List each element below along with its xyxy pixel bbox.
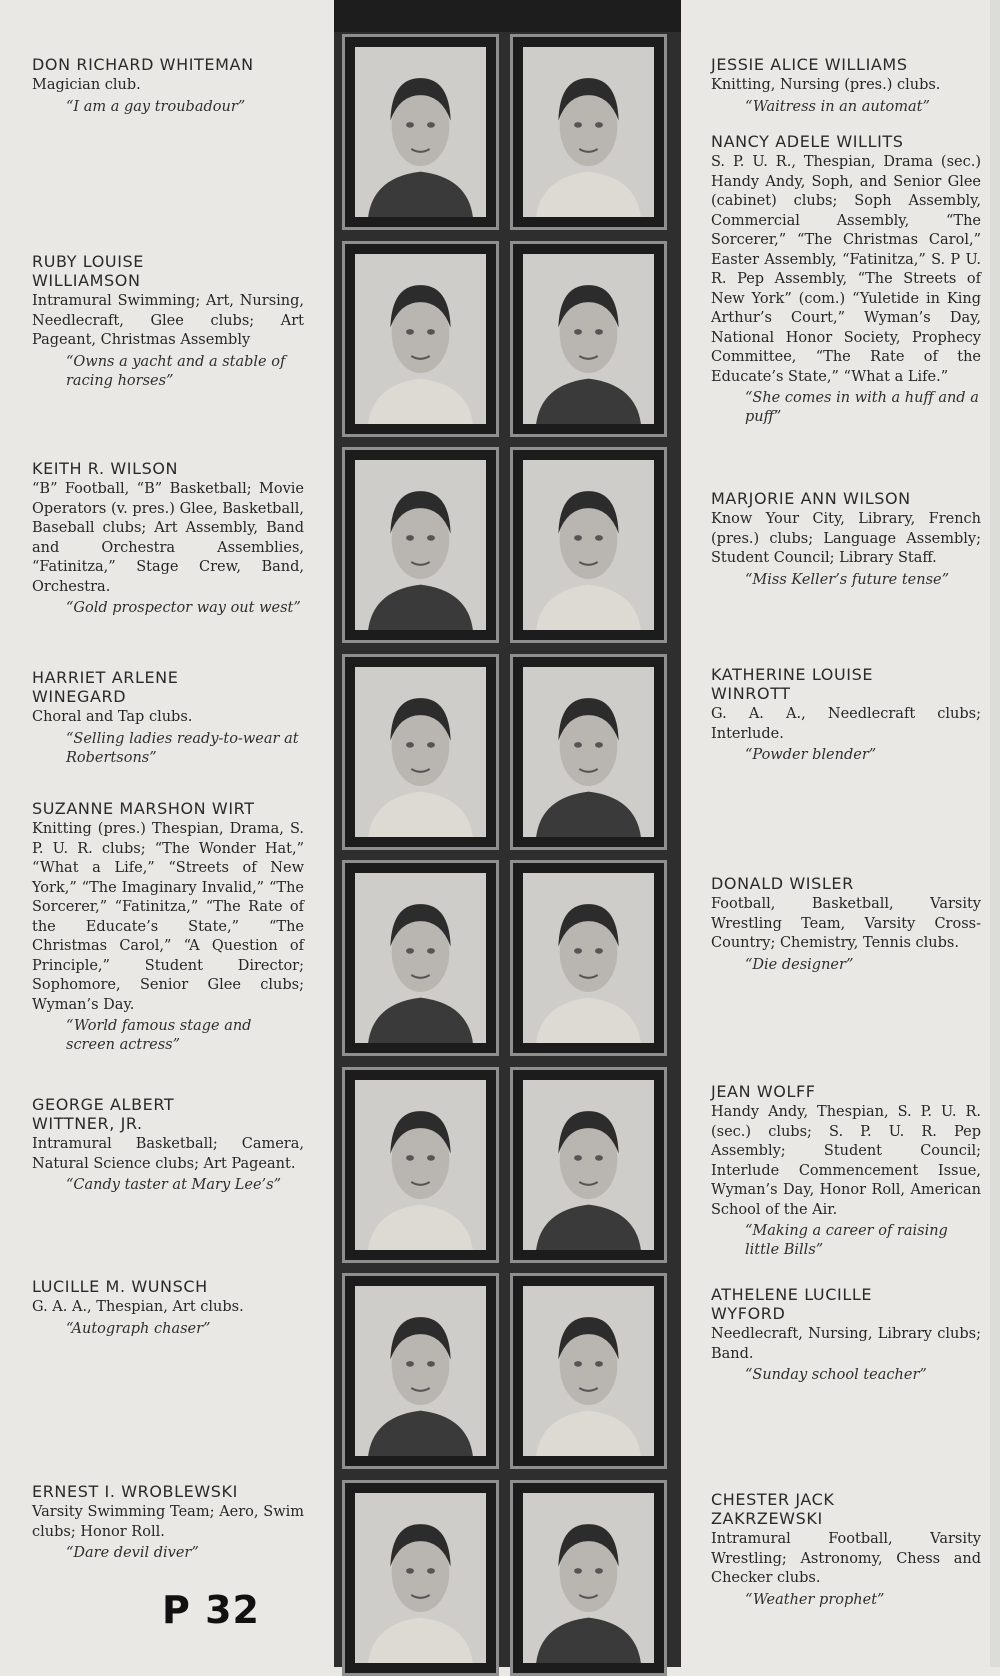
student-quote: “Autograph chaser” [66, 1320, 211, 1337]
student-quote: “Candy taster at Mary Lee’s” [66, 1177, 281, 1193]
student-quote: “Sunday school teacher” [745, 1367, 927, 1383]
student-activities: Handy Andy, Thespian, S. P. U. R. (sec.) clubs; S. P. U. R. Pep Assembly; Student Council; Interlude Commencement Issue, Wyman’s Day, Honor Roll, American School of the Air. [711, 1104, 981, 1218]
student-name: ERNEST I. WROBLEWSKI [32, 1482, 238, 1501]
student-activities: Choral and Tap clubs. [32, 709, 193, 725]
student-name: KEITH R. WILSON [32, 459, 179, 478]
portrait-frame [342, 1067, 499, 1263]
portrait-frame [510, 1067, 667, 1263]
student-entry [711, 1490, 981, 1610]
student-quote: “I am a gay troubadour” [66, 98, 246, 115]
portrait-frame [342, 654, 499, 850]
student-portrait-photo [355, 254, 486, 424]
portrait-frame [342, 447, 499, 643]
student-portrait-photo [355, 873, 486, 1043]
student-entry [711, 132, 981, 427]
student-activities: Needlecraft, Nursing, Library clubs; Band. [711, 1326, 981, 1362]
student-portrait-photo [523, 873, 654, 1043]
student-name: DON RICHARD WHITEMAN [32, 55, 254, 74]
strip-header-band [334, 0, 681, 32]
student-quote: “Weather prophet” [745, 1591, 885, 1608]
student-name: GEORGE ALBERT WITTNER, JR. [32, 1095, 175, 1133]
student-quote: “World famous stage and screen actress” [66, 1018, 252, 1053]
student-activities: Football, Basketball, Varsity Wrestling Team, Varsity Cross-Country; Chemistry, Tennis clubs. [711, 896, 981, 951]
student-quote: “Die designer” [745, 956, 854, 973]
student-name: RUBY LOUISE WILLIAMSON [32, 252, 145, 290]
student-activities: Know Your City, Library, French (pres.) clubs; Language Assembly; Student Council; Library Staff. [711, 511, 981, 566]
student-quote: “Powder blender” [745, 747, 877, 763]
student-name: LUCILLE M. WUNSCH [32, 1277, 208, 1296]
portrait-frame [342, 34, 499, 230]
student-activities: G. A. A., Needlecraft clubs; Interlude. [711, 706, 981, 742]
portrait-frame [342, 1480, 499, 1676]
student-activities: Intramural Basketball; Camera, Natural Science clubs; Art Pageant. [32, 1136, 304, 1172]
student-entry [32, 459, 304, 618]
portrait-frame [510, 34, 667, 230]
student-name: MARJORIE ANN WILSON [711, 489, 911, 508]
student-entry [711, 665, 981, 765]
student-entry [32, 1277, 304, 1339]
student-quote: “Owns a yacht and a stable of racing horses” [66, 353, 286, 389]
student-activities: S. P. U. R., Thespian, Drama (sec.) Handy Andy, Soph, and Senior Glee (cabinet) clubs; Soph Assembly, Commercial Assembly, “The Sorcerer,” “The Christmas Carol,” Easter Assembly, “Fatinitza,” S. P U. R. Pep Assembly, “The Streets of New York” (com.) “Yuletide in King Arthur’s Court,” Wyman’s Day, National Honor Society, Prophecy Committee, “The Rate of the Educate’s State,” “What a Life.” [711, 154, 981, 385]
student-activities: Intramural Swimming; Art, Nursing, Needlecraft, Glee clubs; Art Pageant, Christmas Assembly [32, 293, 304, 348]
handwritten-page-number: P 32 [162, 1588, 260, 1632]
student-entry [32, 799, 304, 1055]
student-quote: “Waitress in an automat” [745, 98, 930, 115]
student-portrait-photo [355, 667, 486, 837]
portrait-frame [342, 1273, 499, 1469]
student-activities: G. A. A., Thespian, Art clubs. [32, 1299, 244, 1315]
portrait-frame [510, 1480, 667, 1676]
portrait-frame [510, 1273, 667, 1469]
scan-edge [990, 0, 1000, 1667]
student-activities: Intramural Football, Varsity Wrestling; Astronomy, Chess and Checker clubs. [711, 1531, 981, 1586]
student-portrait-photo [523, 254, 654, 424]
student-portrait-photo [523, 1080, 654, 1250]
student-activities: Knitting (pres.) Thespian, Drama, S. P. U. R. clubs; “The Wonder Hat,” “What a Life,” “Streets of New York,” “The Imaginary Invalid,” “The Sorcerer,” “Fatinitza,” “The Rate of the Educate’s State,” “The Christmas Carol,” “A Question of Principle,” Student Director; Sophomore, Senior Glee clubs; Wyman’s Day. [32, 821, 304, 1013]
student-entry [711, 874, 981, 975]
student-entry [32, 252, 304, 391]
student-portrait-photo [523, 1286, 654, 1456]
portrait-frame [510, 654, 667, 850]
student-activities: “B” Football, “B” Basketball; Movie Operators (v. pres.) Glee, Basketball, Baseball clubs; Art Assembly, Band and Orchestra Assemblies, “Fatinitza,” Stage Crew, Band, Orchestra. [32, 481, 304, 595]
student-name: SUZANNE MARSHON WIRT [32, 799, 255, 818]
student-entry [711, 489, 981, 590]
student-entry [711, 1082, 981, 1260]
student-name: ATHELENE LUCILLE WYFORD [711, 1285, 873, 1323]
portrait-frame [342, 860, 499, 1056]
student-name: JESSIE ALICE WILLIAMS [711, 55, 908, 74]
student-entry [32, 668, 304, 768]
portrait-frame [510, 241, 667, 437]
portrait-frame [510, 447, 667, 643]
student-quote: “Gold prospector way out west” [66, 600, 301, 616]
student-name: HARRIET ARLENE WINEGARD [32, 668, 179, 706]
student-portrait-photo [355, 460, 486, 630]
student-portrait-photo [355, 47, 486, 217]
student-name: DONALD WISLER [711, 874, 854, 893]
student-portrait-photo [523, 1493, 654, 1663]
student-portrait-photo [523, 667, 654, 837]
portrait-frame [342, 241, 499, 437]
student-entry [32, 1482, 304, 1563]
student-quote: “Selling ladies ready-to-wear at Robertsons” [66, 730, 299, 766]
student-portrait-photo [355, 1286, 486, 1456]
student-quote: “Dare devil diver” [66, 1545, 199, 1561]
student-quote: “Making a career of raising little Bills” [745, 1223, 948, 1258]
student-entry [32, 1095, 304, 1195]
student-portrait-photo [355, 1080, 486, 1250]
student-entry [32, 55, 304, 117]
photo-strip [334, 0, 681, 1667]
student-entry [711, 1285, 981, 1385]
student-name: KATHERINE LOUISE WINROTT [711, 665, 874, 703]
portrait-frame [510, 860, 667, 1056]
student-name: JEAN WOLFF [711, 1082, 816, 1101]
student-entry [711, 55, 981, 117]
student-portrait-photo [523, 460, 654, 630]
student-activities: Knitting, Nursing (pres.) clubs. [711, 77, 941, 93]
student-quote: “Miss Keller’s future tense” [745, 571, 950, 588]
student-portrait-photo [355, 1493, 486, 1663]
student-activities: Magician club. [32, 77, 141, 93]
student-activities: Varsity Swimming Team; Aero, Swim clubs; Honor Roll. [32, 1504, 304, 1540]
student-portrait-photo [523, 47, 654, 217]
student-name: CHESTER JACK ZAKRZEWSKI [711, 1490, 835, 1528]
student-quote: “She comes in with a huff and a puff” [745, 390, 979, 425]
student-name: NANCY ADELE WILLITS [711, 132, 904, 151]
